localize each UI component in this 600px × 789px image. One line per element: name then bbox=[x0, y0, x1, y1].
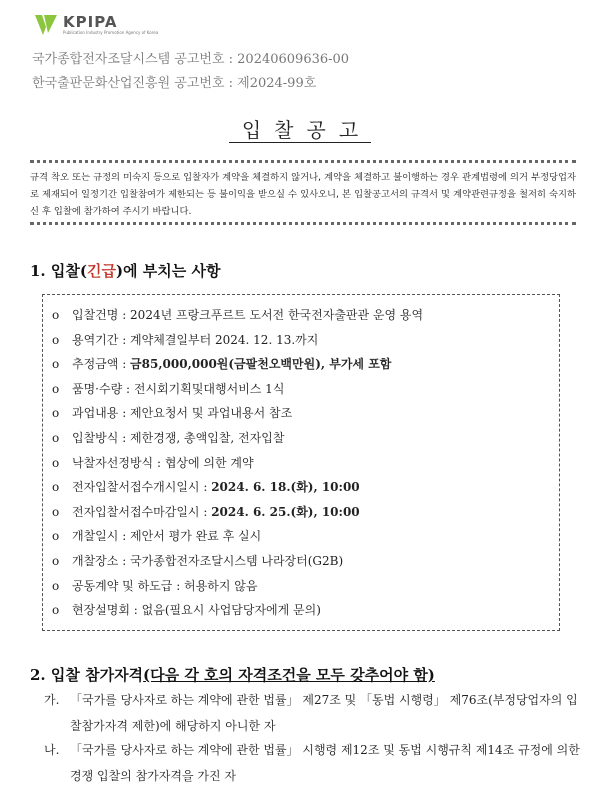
bid-item-value: 국가종합전자조달시스템 나라장터(G2B) bbox=[130, 554, 344, 568]
bid-item-row bbox=[52, 552, 343, 569]
bullet-icon: o bbox=[52, 406, 60, 421]
bullet-icon: o bbox=[52, 455, 60, 470]
bid-item-value: 협상에 의한 계약 bbox=[164, 455, 254, 470]
bid-item-label: 개찰장소 bbox=[72, 554, 119, 568]
bid-item-row bbox=[52, 601, 321, 618]
bid-item-separator: : bbox=[172, 578, 185, 593]
bid-item-value: 제한경쟁, 총액입찰, 전자입찰 bbox=[130, 431, 285, 445]
qualification-item: 가. 「국가를 당사자로 하는 계약에 관한 법률」 제27조 및 「동법 시행령」 제76조(부정당업자의 입찰참가자격 제한)에 해당하지 아니한 자 bbox=[44, 693, 578, 733]
bid-item-label: 추정금액 bbox=[72, 357, 119, 372]
bid-item-row bbox=[52, 404, 292, 421]
bid-item-label: 현장설명회 bbox=[72, 603, 130, 618]
bid-item-value: 제안요청서 및 과업내용서 참조 bbox=[130, 406, 293, 421]
page-title: 입찰공고 bbox=[0, 118, 600, 143]
bid-item-row bbox=[52, 527, 261, 544]
bid-item-label: 전자입찰서접수마감일시 bbox=[72, 504, 200, 519]
bid-item-separator: : bbox=[118, 308, 131, 322]
bid-item-value: 2024. 6. 25.(화), 10:00 bbox=[211, 504, 360, 519]
bid-item-value: 금85,000,000원(금팔천오백만원), 부가세 포함 bbox=[130, 357, 392, 372]
bid-item-label: 과업내용 bbox=[72, 406, 119, 421]
bid-item-separator: : bbox=[118, 332, 131, 347]
bid-item-separator: : bbox=[153, 455, 165, 470]
logo-name: KPIPA bbox=[63, 13, 118, 31]
kpipa-logo-mark-icon bbox=[33, 13, 59, 37]
bid-item-value: 허용하지 않음 bbox=[184, 578, 258, 593]
bullet-icon: o bbox=[52, 308, 60, 322]
bid-item-row bbox=[52, 454, 254, 471]
bid-item-label: 공동계약 및 하도급 bbox=[72, 578, 173, 593]
intro-warning: 규격 착오 또는 규정의 미숙지 등으로 입찰자가 계약을 체결하지 않거나, 계약을 체결하고 불이행하는 경우 관계법령에 의거 부정당업자로 제재되어 일정기간 입찰참여가 제한되는 등 불이익을 받으실 수 있사오니, 본 입찰공고서의 규격서 및 계약관련규정을 철저히 숙지하신 후 입찰에 참가하여 주시기 바랍니다. bbox=[30, 172, 576, 217]
section-2-heading: 2. 입찰 참가자격(다음 각 호의 자격조건을 모두 갖추어야 함) bbox=[30, 666, 435, 684]
bid-item-separator: : bbox=[199, 504, 212, 519]
bid-item-separator: : bbox=[122, 381, 134, 396]
bullet-icon: o bbox=[52, 554, 60, 568]
bid-item-row bbox=[52, 331, 318, 348]
bid-item-separator: : bbox=[118, 554, 131, 568]
bid-item-row bbox=[52, 503, 360, 520]
bid-item-row bbox=[52, 355, 391, 372]
dotted-divider-top bbox=[30, 160, 576, 163]
bid-item-row bbox=[52, 306, 423, 323]
bid-item-label: 품명·수량 bbox=[72, 381, 123, 396]
bid-item-label: 개찰일시 bbox=[72, 529, 119, 544]
bid-item-label: 입찰건명 bbox=[72, 308, 119, 322]
dotted-divider-bottom bbox=[30, 222, 576, 225]
bid-item-separator: : bbox=[199, 480, 212, 495]
kpipa-logo bbox=[33, 13, 158, 37]
bid-item-row bbox=[52, 380, 284, 397]
bid-item-value: 제안서 평가 완료 후 실시 bbox=[130, 529, 262, 544]
bid-item-row bbox=[52, 577, 257, 594]
bid-item-value: 계약체결일부터 2024. 12. 13.까지 bbox=[130, 332, 319, 347]
bid-item-value: 2024년 프랑크푸르트 도서전 한국전자출판관 운영 용역 bbox=[130, 308, 424, 322]
bid-item-value: 없음(필요시 사업담당자에게 문의) bbox=[141, 603, 321, 618]
logo-subtitle: Publication Industry Promotion Agency of Korea bbox=[63, 30, 159, 35]
qualification-item: 나. 「국가를 당사자로 하는 계약에 관한 법률」 시행령 제12조 및 동법 시행규칙 제14조 규정에 의한 경쟁 입찰의 참가자격을 가진 자 bbox=[44, 743, 580, 783]
bid-item-separator: : bbox=[118, 406, 131, 421]
bid-item-row bbox=[52, 429, 284, 446]
bid-item-label: 낙찰자선정방식 bbox=[72, 455, 154, 470]
section-1-heading: 1. 입찰(긴급)에 부치는 사항 bbox=[30, 262, 221, 280]
bullet-icon: o bbox=[52, 504, 60, 519]
bid-item-label: 용역기간 bbox=[72, 332, 119, 347]
g2b-notice-number: 국가종합전자조달시스템 공고번호 : 20240609636-00 bbox=[32, 52, 350, 67]
bullet-icon: o bbox=[52, 603, 60, 618]
bullet-icon: o bbox=[52, 357, 60, 372]
bid-item-value: 전시회기획및대행서비스 1식 bbox=[133, 381, 285, 396]
bid-item-label: 전자입찰서접수개시일시 bbox=[72, 480, 200, 495]
bid-item-row bbox=[52, 478, 360, 495]
bullet-icon: o bbox=[52, 381, 60, 396]
bid-item-separator: : bbox=[118, 431, 131, 445]
bid-item-label: 입찰방식 bbox=[72, 431, 119, 445]
bullet-icon: o bbox=[52, 578, 60, 593]
bid-item-separator: : bbox=[129, 603, 142, 618]
bid-item-value: 2024. 6. 18.(화), 10:00 bbox=[211, 480, 360, 495]
bullet-icon: o bbox=[52, 332, 60, 347]
bullet-icon: o bbox=[52, 480, 60, 495]
bullet-icon: o bbox=[52, 431, 60, 445]
bid-item-separator: : bbox=[118, 529, 131, 544]
kpipa-notice-number: 한국출판문화산업진흥원 공고번호 : 제2024-99호 bbox=[32, 76, 317, 91]
bullet-icon: o bbox=[52, 529, 60, 544]
bid-item-separator: : bbox=[118, 357, 131, 372]
